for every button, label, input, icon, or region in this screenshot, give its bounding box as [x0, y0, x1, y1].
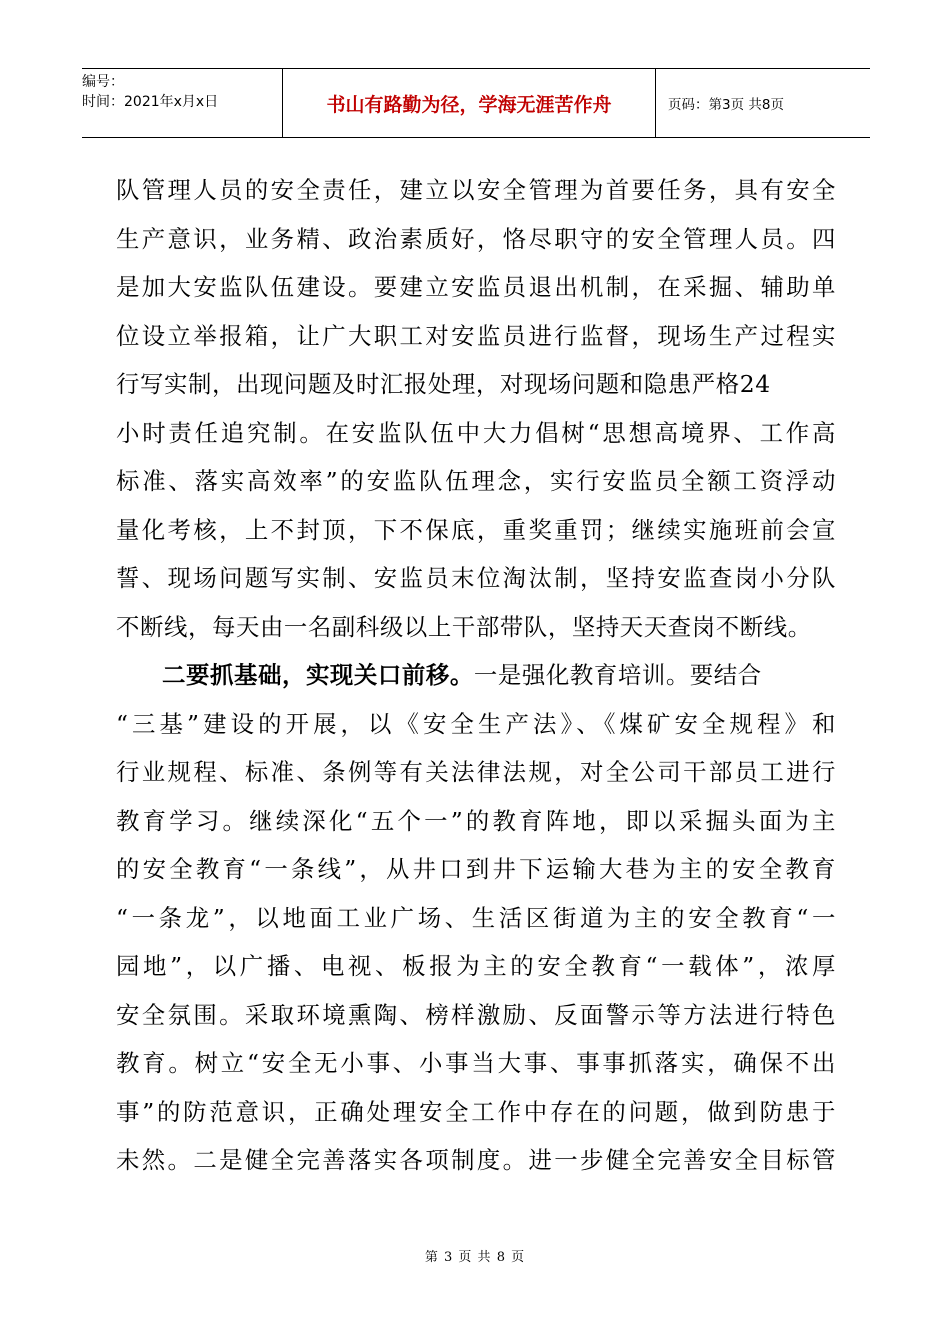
body-line: 行写实制，出现问题及时汇报处理，对现场问题和隐患严格24 [116, 370, 771, 398]
header-table [82, 68, 870, 138]
body-line: 教育学习。继续深化“五个一”的教育阵地，即以采掘头面为主 [116, 806, 836, 835]
body-line: 量化考核，上不封顶，下不保底，重奖重罚；继续实施班前会宣 [116, 515, 836, 544]
body-line: “三基”建设的开展，以《安全生产法》、《煤矿安全规程》和 [116, 709, 836, 738]
paragraph-heading-rest: 一是强化教育培训。要结合 [473, 661, 762, 689]
body-line: 队管理人员的安全责任，建立以安全管理为首要任务，具有安全 [116, 176, 836, 204]
paragraph-heading: 二要抓基础，实现关口前移。 [162, 661, 474, 689]
body-line: 小时责任追究制。在安监队伍中大力倡树“思想高境界、工作高 [116, 418, 836, 447]
number-label: 编号： [82, 74, 124, 90]
body-line: 事”的防范意识，正确处理安全工作中存在的问题，做到防患于 [116, 1097, 836, 1126]
body-line: 不断线，每天由一名副科级以上干部带队，坚持天天查岗不断线。 [116, 612, 812, 641]
body-line: 安全氛围。采取环境熏陶、榜样激励、反面警示等方法进行特色 [116, 1000, 836, 1029]
header-page-info: 页码：第3页 共8页 [668, 97, 784, 113]
time-label: 时间：2021年x月x日 [82, 94, 219, 110]
body-line: 生产意识，业务精、政治素质好，恪尽职守的安全管理人员。四 [116, 224, 836, 253]
body-line: 标准、落实高效率”的安监队伍理念，实行安监员全额工资浮动 [116, 467, 836, 495]
body-line: 是加大安监队伍建设。要建立安监员退出机制，在采掘、辅助单 [116, 273, 836, 301]
header-meta [82, 69, 283, 137]
document-body [116, 166, 836, 1185]
page-footer: 第 3 页 共 8 页 [424, 1250, 526, 1265]
body-line: 行业规程、标准、条例等有关法律法规，对全公司干部员工进行 [116, 758, 836, 786]
paragraph-heading-line [116, 651, 836, 700]
body-line: 园地”，以广播、电视、板报为主的安全教育“一载体”，浓厚 [116, 952, 836, 980]
body-line: 誓、现场问题写实制、安监员末位淘汰制，坚持安监查岗小分队 [116, 564, 836, 592]
body-line: 的安全教育“一条线”，从井口到井下运输大巷为主的安全教育 [116, 855, 836, 883]
header-motto: 书山有路勤为径，学海无涯苦作舟 [283, 69, 656, 137]
body-line: 未然。二是健全完善落实各项制度。进一步健全完善安全目标管 [116, 1146, 836, 1174]
body-line: “一条龙”，以地面工业广场、生活区街道为主的安全教育“一 [116, 903, 836, 932]
body-line: 教育。树立“安全无小事、小事当大事、事事抓落实，确保不出 [116, 1049, 836, 1077]
body-line: 位设立举报箱，让广大职工对安监员进行监督，现场生产过程实 [116, 321, 836, 350]
